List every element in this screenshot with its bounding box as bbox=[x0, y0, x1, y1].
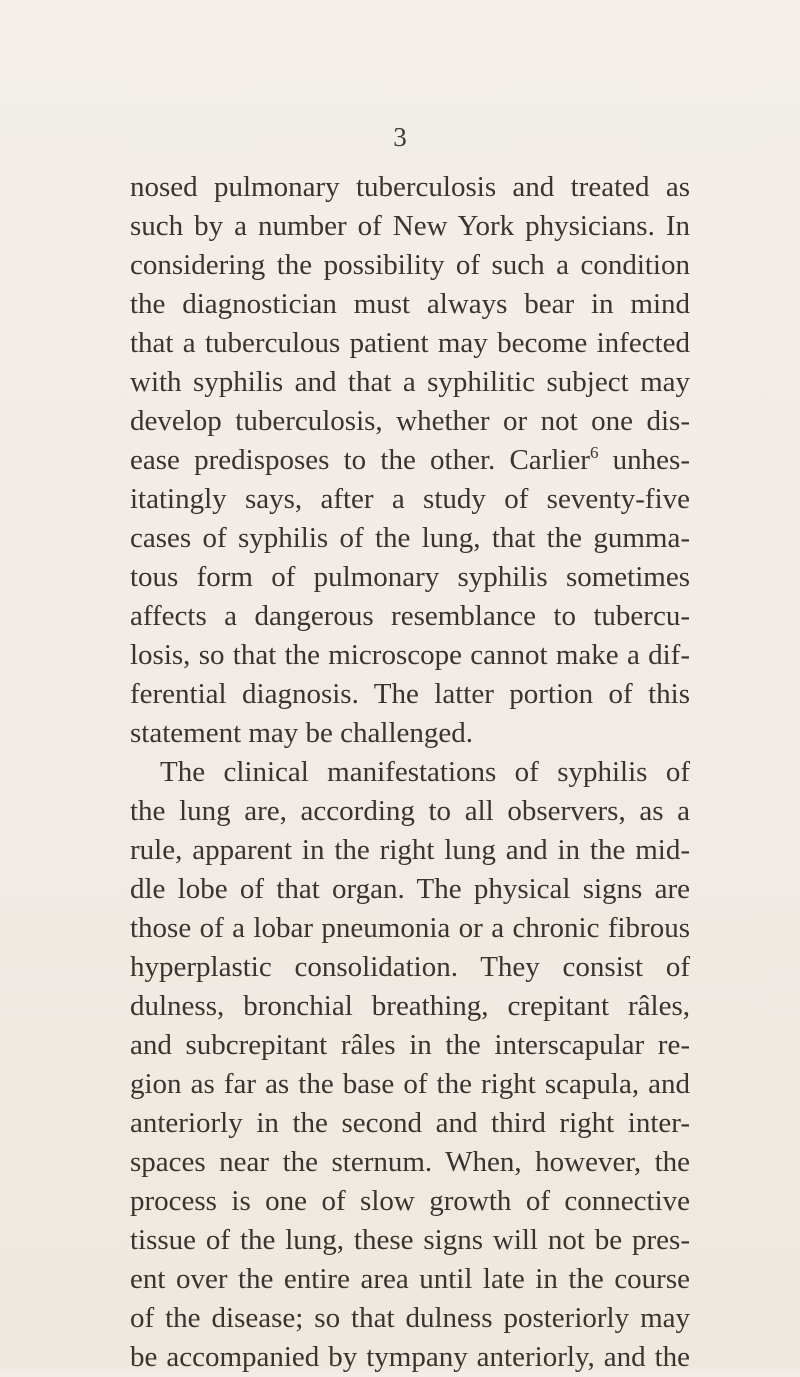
text-line bbox=[130, 792, 690, 831]
text-line bbox=[130, 1143, 690, 1182]
text-line-content: itatingly says, after a study of seventy-five bbox=[130, 483, 690, 515]
text-line-content: such by a number of New York physicians. In bbox=[130, 210, 690, 242]
text-line-content: statement may be challenged. bbox=[130, 717, 474, 749]
text-line-content: with syphilis and that a syphilitic subject may bbox=[130, 366, 690, 398]
text-line bbox=[130, 441, 690, 480]
text-line bbox=[130, 324, 690, 363]
text-line bbox=[130, 870, 690, 909]
text-line-content: be accompanied by tympany anteriorly, and the bbox=[130, 1341, 690, 1373]
text-line-content: process is one of slow growth of connective bbox=[130, 1185, 690, 1217]
text-line-content: ease predisposes to the other. Carlier bbox=[130, 444, 590, 476]
text-line bbox=[130, 480, 690, 519]
text-line bbox=[130, 1182, 690, 1221]
text-line-content: The clinical manifestations of syphilis of bbox=[160, 756, 690, 788]
text-line bbox=[130, 909, 690, 948]
text-line bbox=[130, 1065, 690, 1104]
text-line bbox=[130, 1260, 690, 1299]
text-line-content: ferential diagnosis. The latter portion of this bbox=[130, 678, 690, 710]
text-line-content: those of a lobar pneumonia or a chronic fibrous bbox=[130, 912, 690, 944]
text-line-content: the diagnostician must always bear in mind bbox=[130, 288, 690, 320]
text-line-content: gion as far as the base of the right scapula, and bbox=[130, 1068, 690, 1100]
text-line bbox=[130, 948, 690, 987]
text-line bbox=[130, 597, 690, 636]
text-line bbox=[130, 519, 690, 558]
text-line bbox=[130, 1221, 690, 1260]
text-line bbox=[130, 675, 690, 714]
text-line-content: cases of syphilis of the lung, that the gumma- bbox=[130, 522, 690, 554]
text-line-content: ent over the entire area until late in the course bbox=[130, 1263, 690, 1295]
text-line-content: dulness, bronchial breathing, crepitant râles, bbox=[130, 990, 690, 1022]
text-line bbox=[130, 402, 690, 441]
text-line-content: nosed pulmonary tuberculosis and treated as bbox=[130, 171, 690, 203]
text-line-content: dle lobe of that organ. The physical signs are bbox=[130, 873, 690, 905]
text-line-content: rule, apparent in the right lung and in the mid- bbox=[130, 834, 690, 866]
text-line bbox=[130, 714, 690, 753]
text-line bbox=[130, 168, 690, 207]
text-line-content: the lung are, according to all observers, as a bbox=[130, 795, 690, 827]
text-line bbox=[130, 558, 690, 597]
text-line bbox=[130, 831, 690, 870]
text-line-content: losis, so that the microscope cannot make a dif- bbox=[130, 639, 690, 671]
text-line bbox=[130, 207, 690, 246]
text-line-content: anteriorly in the second and third right inter- bbox=[130, 1107, 690, 1139]
text-line bbox=[130, 1338, 690, 1377]
text-line-content: and subcrepitant râles in the interscapular re- bbox=[130, 1029, 690, 1061]
text-line-content: develop tuberculosis, whether or not one dis- bbox=[130, 405, 690, 437]
text-line-continuation: unhes- bbox=[598, 444, 690, 476]
text-line bbox=[130, 636, 690, 675]
text-line-content: tissue of the lung, these signs will not be pres- bbox=[130, 1224, 690, 1256]
text-line-content: hyperplastic consolidation. They consist of bbox=[130, 951, 690, 983]
text-line bbox=[130, 285, 690, 324]
text-line bbox=[130, 363, 690, 402]
body-text bbox=[130, 168, 690, 1377]
text-line bbox=[130, 1026, 690, 1065]
text-line-content: that a tuberculous patient may become infected bbox=[130, 327, 690, 359]
text-line bbox=[130, 1299, 690, 1338]
text-line-content: considering the possibility of such a condition bbox=[130, 249, 690, 281]
text-line bbox=[130, 753, 690, 792]
text-line-content: of the disease; so that dulness posteriorly may bbox=[130, 1302, 690, 1334]
text-line bbox=[130, 246, 690, 285]
footnote-reference: 6 bbox=[589, 443, 599, 462]
text-line bbox=[130, 1104, 690, 1143]
page-number: 3 bbox=[393, 122, 407, 152]
text-line-content: tous form of pulmonary syphilis sometimes bbox=[130, 561, 690, 593]
text-line-content: spaces near the sternum. When, however, the bbox=[130, 1146, 690, 1178]
text-line bbox=[130, 987, 690, 1026]
text-line-content: affects a dangerous resemblance to tubercu- bbox=[130, 600, 690, 632]
